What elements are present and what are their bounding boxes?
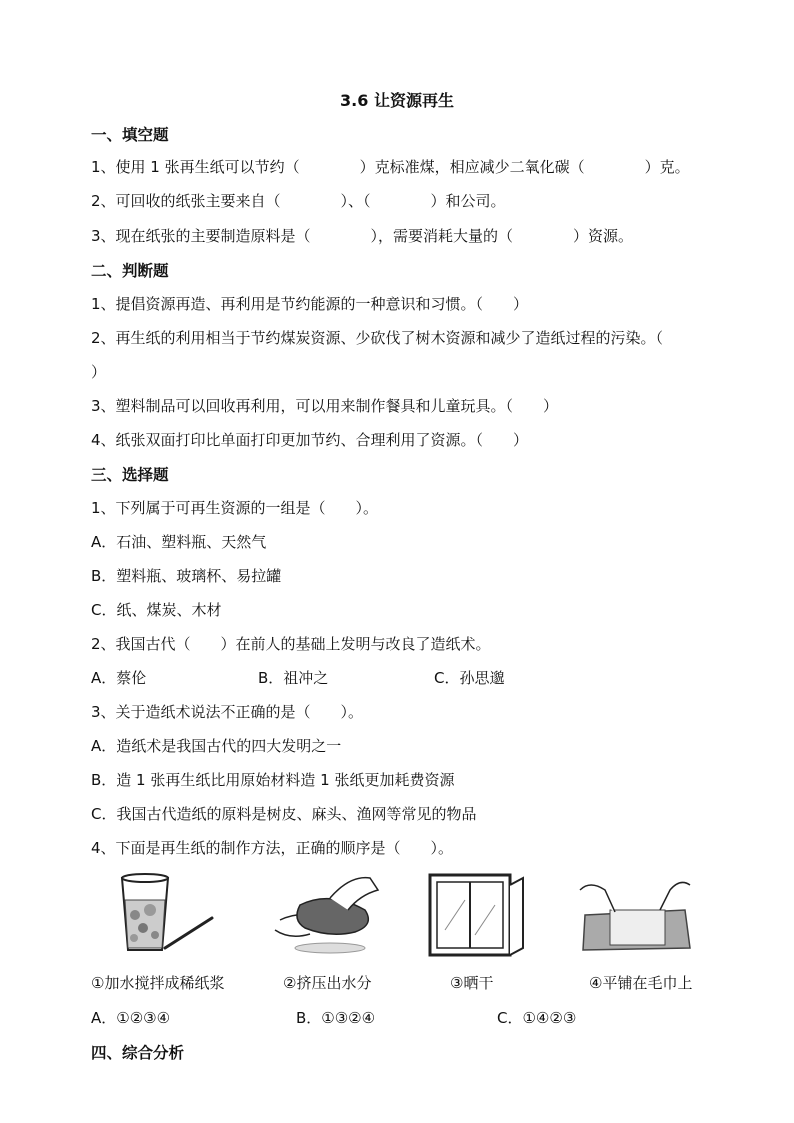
- choice-q4-option-a: A．①②③④: [91, 1009, 171, 1027]
- choice-question-4: 4、下面是再生纸的制作方法，正确的顺序是（ ）。: [91, 839, 454, 857]
- section-choice-heading: 三、选择题: [91, 466, 169, 484]
- choice-question-2: 2、我国古代（ ）在前人的基础上发明与改良了造纸术。: [91, 635, 491, 653]
- fill-question-1: 1、使用 1 张再生纸可以节约（ ）克标准煤，相应减少二氧化碳（ ）克。: [91, 158, 690, 176]
- step-caption-2: ②挤压出水分: [283, 974, 372, 992]
- judge-question-3: 3、塑料制品可以回收再利用，可以用来制作餐具和儿童玩具。（ ）: [91, 397, 559, 415]
- choice-q3-option-b: B．造 1 张再生纸比用原始材料造 1 张纸更加耗费资源: [91, 771, 455, 789]
- page-title: 3.6 让资源再生: [340, 91, 454, 110]
- choice-question-3: 3、关于造纸术说法不正确的是（ ）。: [91, 703, 364, 721]
- spreading-on-towel-illustration: [575, 870, 695, 960]
- choice-q2-option-b: B．祖冲之: [258, 669, 329, 687]
- choice-q3-option-c: C．我国古代造纸的原料是树皮、麻头、渔网等常见的物品: [91, 805, 477, 823]
- choice-q1-option-a: A．石油、塑料瓶、天然气: [91, 533, 267, 551]
- choice-q2-option-c: C．孙思邈: [434, 669, 505, 687]
- fill-question-3: 3、现在纸张的主要制造原料是（ ），需要消耗大量的（ ）资源。: [91, 227, 634, 245]
- fill-question-2: 2、可回收的纸张主要来自（ ）、（ ）和公司。: [91, 192, 506, 210]
- judge-question-2: 2、再生纸的利用相当于节约煤炭资源、少砍伐了树木资源和减少了造纸过程的污染。（: [91, 329, 664, 347]
- choice-q2-option-a: A．蔡伦: [91, 669, 147, 687]
- choice-q3-option-a: A．造纸术是我国古代的四大发明之一: [91, 737, 342, 755]
- judge-question-2-cont: ）: [91, 363, 107, 381]
- section-fill-heading: 一、填空题: [91, 126, 169, 144]
- judge-question-4: 4、纸张双面打印比单面打印更加节约、合理利用了资源。（ ）: [91, 431, 529, 449]
- step-caption-1: ①加水搅拌成稀纸浆: [91, 974, 225, 992]
- step-caption-4: ④平铺在毛巾上: [589, 974, 693, 992]
- window-drying-illustration: [425, 870, 530, 960]
- choice-q4-option-b: B．①③②④: [296, 1009, 376, 1027]
- section-analysis-heading: 四、综合分析: [91, 1044, 185, 1062]
- squeezing-pulp-illustration: [270, 870, 390, 960]
- choice-question-1: 1、下列属于可再生资源的一组是（ ）。: [91, 499, 379, 517]
- judge-question-1: 1、提倡资源再造、再利用是节约能源的一种意识和习惯。（ ）: [91, 295, 529, 313]
- choice-q4-option-c: C．①④②③: [497, 1009, 577, 1027]
- choice-q1-option-b: B．塑料瓶、玻璃杯、易拉罐: [91, 567, 282, 585]
- section-judge-heading: 二、判断题: [91, 262, 169, 280]
- cup-stirring-illustration: [110, 870, 220, 960]
- step-caption-3: ③晒干: [450, 974, 494, 992]
- choice-q1-option-c: C．纸、煤炭、木材: [91, 601, 222, 619]
